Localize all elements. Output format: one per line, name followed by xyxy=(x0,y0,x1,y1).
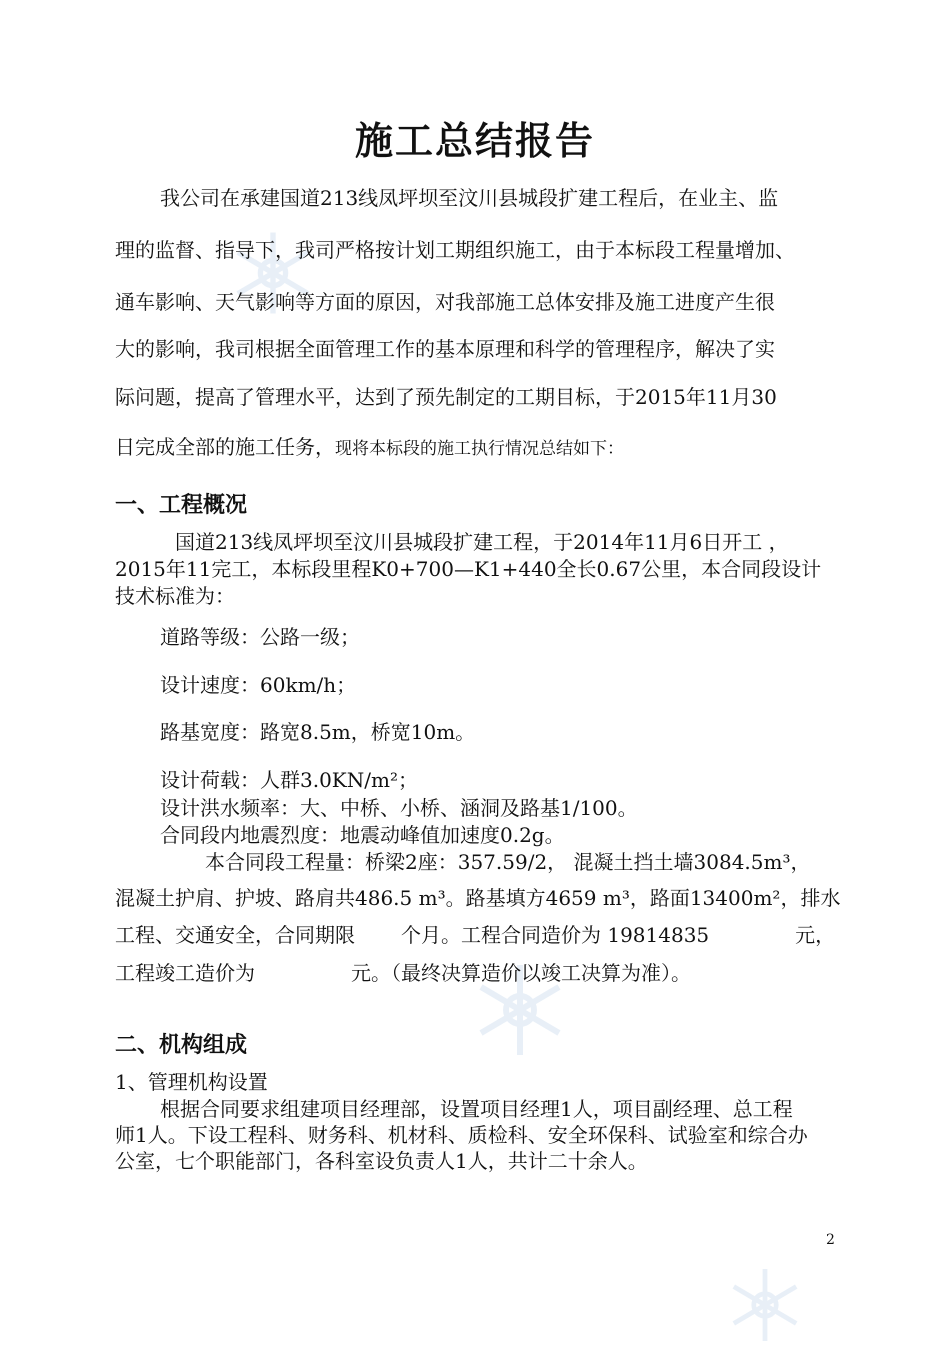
quantities-line-2: 混凝土护肩、护坡、路肩共486.5 m³。路基填方4659 m³，路面13400m²，排水 xyxy=(115,886,841,910)
spec-design-speed: 设计速度：60km/h； xyxy=(160,673,357,697)
intro-line-3: 通车影响、天气影响等方面的原因，对我部施工总体安排及施工进度产生很 xyxy=(115,290,775,314)
contract-price-label: 个月。工程合同造价为 19814835 xyxy=(401,923,710,947)
page-title: 施工总结报告 xyxy=(354,118,595,163)
quantities-line-1: 本合同段工程量：桥梁2座：357.59/2， 混凝土挡土墙3084.5m³， xyxy=(205,850,811,874)
organization-line-2: 师1人。下设工程科、财务科、机材科、质检科、安全环保科、试验室和综合办 xyxy=(115,1123,808,1147)
quantities-line-4 xyxy=(115,957,691,986)
quantities-line-3 xyxy=(115,919,835,948)
contract-period-label: 工程、交通安全，合同期限 xyxy=(115,923,355,947)
intro-line-6b: 现将本标段的施工执行情况总结如下： xyxy=(335,439,624,459)
spec-subgrade-width: 路基宽度：路宽8.5m，桥宽10m。 xyxy=(160,720,476,744)
overview-line-3: 技术标准为： xyxy=(115,584,235,608)
organization-line-1: 根据合同要求组建项目经理部，设置项目经理1人，项目副经理、总工程 xyxy=(160,1097,793,1121)
spec-seismic: 合同段内地震烈度：地震动峰值加速度0.2g。 xyxy=(160,823,565,847)
section-heading-overview: 一、工程概况 xyxy=(115,492,248,518)
page-number: 2 xyxy=(826,1232,835,1248)
completion-price-note: 元。（最终决算造价以竣工决算为准）。 xyxy=(351,961,691,985)
spec-road-grade: 道路等级：公路一级； xyxy=(160,625,360,649)
intro-line-6a: 日完成全部的施工任务， xyxy=(115,435,335,459)
intro-line-6 xyxy=(115,431,624,460)
spec-design-load: 设计荷载：人群3.0KN/m²； xyxy=(160,768,418,792)
overview-line-1: 国道213线凤坪坝至汶川县城段扩建工程，于2014年11月6日开工 ， xyxy=(175,530,789,554)
intro-line-4: 大的影响，我司根据全面管理工作的基本原理和科学的管理程序，解决了实 xyxy=(115,337,775,361)
snowflake-watermark-icon xyxy=(725,1265,805,1345)
spec-flood-frequency: 设计洪水频率：大、中桥、小桥、涵洞及路基1/100。 xyxy=(160,796,638,820)
subsection-management: 1、管理机构设置 xyxy=(115,1070,268,1094)
completion-price-label: 工程竣工造价为 xyxy=(115,961,255,985)
organization-line-3: 公室，七个职能部门，各科室设负责人1人，共计二十余人。 xyxy=(115,1149,648,1173)
intro-line-2: 理的监督、指导下，我司严格按计划工期组织施工，由于本标段工程量增加、 xyxy=(115,238,795,262)
intro-line-1: 我公司在承建国道213线凤坪坝至汶川县城段扩建工程后，在业主、监 xyxy=(160,186,779,210)
intro-line-5: 际问题，提高了管理水平，达到了预先制定的工期目标，于2015年11月30 xyxy=(115,385,777,409)
contract-price-unit: 元， xyxy=(795,923,836,947)
overview-line-2: 2015年11完工，本标段里程K0+700—K1+440全长0.67公里，本合同段设计 xyxy=(115,557,822,581)
section-heading-organization: 二、机构组成 xyxy=(115,1032,248,1058)
